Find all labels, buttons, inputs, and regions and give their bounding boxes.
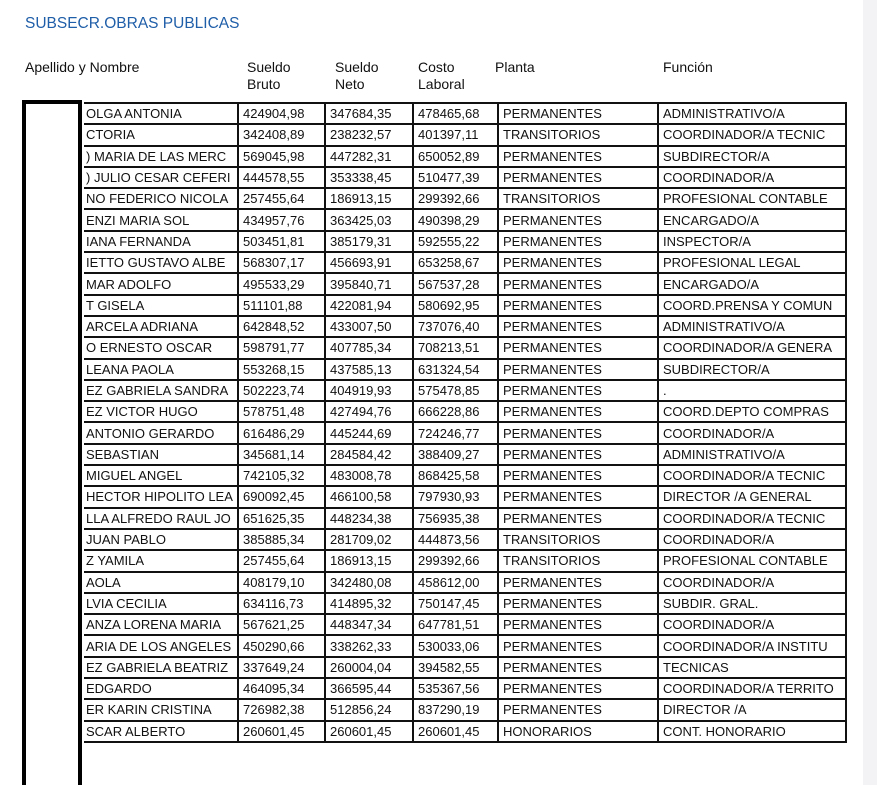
cell-funcion: TECNICAS: [658, 657, 846, 678]
cell-sueldo-neto: 466100,58: [325, 486, 413, 507]
header-funcion: Función: [663, 59, 713, 75]
cell-costo-laboral: 535367,56: [413, 678, 498, 699]
cell-funcion: ENCARGADO/A: [658, 209, 846, 230]
table-row: [84, 316, 846, 337]
cell-sueldo-bruto: 567621,25: [238, 614, 325, 635]
cell-costo-laboral: 394582,55: [413, 657, 498, 678]
cell-nombre: T GISELA: [84, 295, 238, 316]
cell-sueldo-neto: 414895,32: [325, 593, 413, 614]
cell-sueldo-bruto: 434957,76: [238, 209, 325, 230]
cell-costo-laboral: 797930,93: [413, 486, 498, 507]
cell-planta: TRANSITORIOS: [498, 124, 658, 145]
cell-nombre: Z YAMILA: [84, 550, 238, 571]
cell-funcion: COORDINADOR/A: [658, 529, 846, 550]
cell-sueldo-bruto: 690092,45: [238, 486, 325, 507]
cell-sueldo-bruto: 634116,73: [238, 593, 325, 614]
cell-funcion: COORDINADOR/A GENERA: [658, 337, 846, 358]
cell-sueldo-bruto: 616486,29: [238, 422, 325, 443]
cell-planta: PERMANENTES: [498, 465, 658, 486]
cell-nombre: IETTO GUSTAVO ALBE: [84, 252, 238, 273]
page-right-edge: [863, 0, 877, 785]
cell-funcion: COORD.DEPTO COMPRAS: [658, 401, 846, 422]
cell-nombre: MIGUEL ANGEL: [84, 465, 238, 486]
cell-planta: PERMANENTES: [498, 635, 658, 656]
cell-funcion: ADMINISTRATIVO/A: [658, 103, 846, 124]
cell-nombre: ER KARIN CRISTINA: [84, 699, 238, 720]
table-row: [84, 273, 846, 294]
cell-funcion: COORD.PRENSA Y COMUN: [658, 295, 846, 316]
cell-sueldo-neto: 433007,50: [325, 316, 413, 337]
cell-sueldo-neto: 260601,45: [325, 721, 413, 742]
table-row: [84, 231, 846, 252]
cell-planta: PERMANENTES: [498, 252, 658, 273]
cell-planta: TRANSITORIOS: [498, 529, 658, 550]
cell-sueldo-neto: 483008,78: [325, 465, 413, 486]
cell-sueldo-neto: 353338,45: [325, 167, 413, 188]
cell-sueldo-neto: 448347,34: [325, 614, 413, 635]
cell-nombre: CTORIA: [84, 124, 238, 145]
table-row: [84, 337, 846, 358]
table-row: [84, 529, 846, 550]
cell-funcion: INSPECTOR/A: [658, 231, 846, 252]
cell-funcion: CONT. HONORARIO: [658, 721, 846, 742]
cell-sueldo-neto: 456693,91: [325, 252, 413, 273]
cell-costo-laboral: 299392,66: [413, 188, 498, 209]
table-row: [84, 359, 846, 380]
cell-sueldo-neto: 437585,13: [325, 359, 413, 380]
table-row: [84, 146, 846, 167]
table-row: [84, 657, 846, 678]
cell-planta: PERMANENTES: [498, 444, 658, 465]
cell-sueldo-neto: 238232,57: [325, 124, 413, 145]
cell-sueldo-bruto: 651625,35: [238, 508, 325, 529]
table-row: [84, 486, 846, 507]
cell-costo-laboral: 299392,66: [413, 550, 498, 571]
cell-costo-laboral: 567537,28: [413, 273, 498, 294]
cell-sueldo-bruto: 742105,32: [238, 465, 325, 486]
cell-nombre: LLA ALFREDO RAUL JO: [84, 508, 238, 529]
cell-planta: PERMANENTES: [498, 593, 658, 614]
cell-costo-laboral: 708213,51: [413, 337, 498, 358]
table-row: [84, 401, 846, 422]
cell-sueldo-bruto: 553268,15: [238, 359, 325, 380]
cell-funcion: PROFESIONAL LEGAL: [658, 252, 846, 273]
cell-costo-laboral: 650052,89: [413, 146, 498, 167]
cell-sueldo-neto: 366595,44: [325, 678, 413, 699]
cell-planta: PERMANENTES: [498, 273, 658, 294]
cell-funcion: COORDINADOR/A: [658, 167, 846, 188]
cell-funcion: COORDINADOR/A INSTITU: [658, 635, 846, 656]
cell-nombre: O ERNESTO OSCAR: [84, 337, 238, 358]
cell-nombre: EZ GABRIELA BEATRIZ: [84, 657, 238, 678]
cell-sueldo-bruto: 569045,98: [238, 146, 325, 167]
cell-costo-laboral: 750147,45: [413, 593, 498, 614]
cell-sueldo-neto: 512856,24: [325, 699, 413, 720]
cell-funcion: COORDINADOR/A: [658, 614, 846, 635]
cell-sueldo-neto: 422081,94: [325, 295, 413, 316]
cell-nombre: ) JULIO CESAR CEFERI: [84, 167, 238, 188]
cell-nombre: EDGARDO: [84, 678, 238, 699]
cell-costo-laboral: 530033,06: [413, 635, 498, 656]
cell-sueldo-neto: 395840,71: [325, 273, 413, 294]
cell-sueldo-neto: 281709,02: [325, 529, 413, 550]
cell-costo-laboral: 592555,22: [413, 231, 498, 252]
table-row: [84, 572, 846, 593]
cell-nombre: LVIA CECILIA: [84, 593, 238, 614]
cell-planta: PERMANENTES: [498, 167, 658, 188]
cell-planta: PERMANENTES: [498, 231, 658, 252]
cell-sueldo-bruto: 345681,14: [238, 444, 325, 465]
cell-sueldo-neto: 407785,34: [325, 337, 413, 358]
cell-costo-laboral: 444873,56: [413, 529, 498, 550]
cell-costo-laboral: 260601,45: [413, 721, 498, 742]
cell-funcion: COORDINADOR/A: [658, 572, 846, 593]
cell-sueldo-bruto: 257455,64: [238, 188, 325, 209]
table-row: [84, 614, 846, 635]
cell-sueldo-bruto: 385885,34: [238, 529, 325, 550]
table-row: [84, 252, 846, 273]
cell-funcion: ENCARGADO/A: [658, 273, 846, 294]
cell-sueldo-neto: 260004,04: [325, 657, 413, 678]
cell-sueldo-neto: 342480,08: [325, 572, 413, 593]
table-row: [84, 550, 846, 571]
cell-planta: TRANSITORIOS: [498, 550, 658, 571]
cell-costo-laboral: 837290,19: [413, 699, 498, 720]
cell-planta: TRANSITORIOS: [498, 188, 658, 209]
cell-costo-laboral: 724246,77: [413, 422, 498, 443]
cell-planta: PERMANENTES: [498, 508, 658, 529]
table-row: [84, 635, 846, 656]
cell-costo-laboral: 458612,00: [413, 572, 498, 593]
cell-costo-laboral: 575478,85: [413, 380, 498, 401]
cell-sueldo-bruto: 408179,10: [238, 572, 325, 593]
cell-nombre: EZ VICTOR HUGO: [84, 401, 238, 422]
cell-funcion: SUBDIRECTOR/A: [658, 359, 846, 380]
cell-planta: PERMANENTES: [498, 359, 658, 380]
cell-costo-laboral: 510477,39: [413, 167, 498, 188]
cell-costo-laboral: 756935,38: [413, 508, 498, 529]
cell-planta: PERMANENTES: [498, 295, 658, 316]
cell-nombre: MAR ADOLFO: [84, 273, 238, 294]
cell-nombre: IANA FERNANDA: [84, 231, 238, 252]
table-row: [84, 209, 846, 230]
cell-sueldo-neto: 427494,76: [325, 401, 413, 422]
cell-sueldo-bruto: 578751,48: [238, 401, 325, 422]
cell-sueldo-bruto: 502223,74: [238, 380, 325, 401]
cell-sueldo-neto: 186913,15: [325, 550, 413, 571]
table-row: [84, 721, 846, 742]
header-sueldo-neto: Sueldo Neto: [335, 59, 379, 92]
cell-planta: PERMANENTES: [498, 678, 658, 699]
header-costo-laboral: Costo Laboral: [418, 59, 465, 92]
cell-planta: PERMANENTES: [498, 657, 658, 678]
cell-funcion: DIRECTOR /A: [658, 699, 846, 720]
table-row: [84, 508, 846, 529]
cell-planta: PERMANENTES: [498, 699, 658, 720]
table-row: [84, 444, 846, 465]
cell-funcion: ADMINISTRATIVO/A: [658, 316, 846, 337]
cell-sueldo-bruto: 450290,66: [238, 635, 325, 656]
cell-nombre: LEANA PAOLA: [84, 359, 238, 380]
cell-planta: HONORARIOS: [498, 721, 658, 742]
cell-costo-laboral: 666228,86: [413, 401, 498, 422]
cell-sueldo-neto: 186913,15: [325, 188, 413, 209]
cell-funcion: COORDINADOR/A: [658, 422, 846, 443]
table-row: [84, 422, 846, 443]
cell-sueldo-bruto: 260601,45: [238, 721, 325, 742]
cell-planta: PERMANENTES: [498, 486, 658, 507]
cell-planta: PERMANENTES: [498, 401, 658, 422]
cell-funcion: ADMINISTRATIVO/A: [658, 444, 846, 465]
salary-table: [84, 102, 847, 743]
section-title: SUBSECR.OBRAS PUBLICAS: [25, 15, 240, 32]
table-row: [84, 465, 846, 486]
cell-nombre: AOLA: [84, 572, 238, 593]
table-row: [84, 188, 846, 209]
cell-sueldo-bruto: 495533,29: [238, 273, 325, 294]
cell-sueldo-bruto: 464095,34: [238, 678, 325, 699]
cell-costo-laboral: 478465,68: [413, 103, 498, 124]
cell-nombre: HECTOR HIPOLITO LEA: [84, 486, 238, 507]
cell-sueldo-bruto: 337649,24: [238, 657, 325, 678]
cell-funcion: .: [658, 380, 846, 401]
cell-nombre: EZ GABRIELA SANDRA: [84, 380, 238, 401]
cell-funcion: PROFESIONAL CONTABLE: [658, 188, 846, 209]
cell-nombre: NO FEDERICO NICOLA: [84, 188, 238, 209]
table-row: [84, 124, 846, 145]
cell-nombre: ENZI MARIA SOL: [84, 209, 238, 230]
cell-sueldo-neto: 363425,03: [325, 209, 413, 230]
table-row: [84, 167, 846, 188]
cell-funcion: PROFESIONAL CONTABLE: [658, 550, 846, 571]
cell-planta: PERMANENTES: [498, 380, 658, 401]
cell-planta: PERMANENTES: [498, 422, 658, 443]
cell-sueldo-neto: 448234,38: [325, 508, 413, 529]
cell-sueldo-bruto: 642848,52: [238, 316, 325, 337]
cell-nombre: ANZA LORENA MARIA: [84, 614, 238, 635]
cell-planta: PERMANENTES: [498, 572, 658, 593]
cell-sueldo-bruto: 342408,89: [238, 124, 325, 145]
cell-sueldo-neto: 385179,31: [325, 231, 413, 252]
cell-nombre: OLGA ANTONIA: [84, 103, 238, 124]
cell-sueldo-neto: 404919,93: [325, 380, 413, 401]
cell-costo-laboral: 490398,29: [413, 209, 498, 230]
table-row: [84, 593, 846, 614]
cell-funcion: COORDINADOR/A TECNIC: [658, 124, 846, 145]
cell-sueldo-bruto: 257455,64: [238, 550, 325, 571]
cell-sueldo-bruto: 444578,55: [238, 167, 325, 188]
cell-sueldo-neto: 347684,35: [325, 103, 413, 124]
cell-sueldo-neto: 447282,31: [325, 146, 413, 167]
cell-planta: PERMANENTES: [498, 209, 658, 230]
cell-costo-laboral: 580692,95: [413, 295, 498, 316]
header-nombre: Apellido y Nombre: [25, 59, 140, 75]
table-row: [84, 380, 846, 401]
cell-costo-laboral: 631324,54: [413, 359, 498, 380]
cell-nombre: ARIA DE LOS ANGELES: [84, 635, 238, 656]
cell-planta: PERMANENTES: [498, 337, 658, 358]
cell-planta: PERMANENTES: [498, 316, 658, 337]
cell-funcion: DIRECTOR /A GENERAL: [658, 486, 846, 507]
header-planta: Planta: [495, 59, 535, 75]
cell-nombre: ANTONIO GERARDO: [84, 422, 238, 443]
cell-planta: PERMANENTES: [498, 103, 658, 124]
cell-funcion: COORDINADOR/A TECNIC: [658, 508, 846, 529]
cell-sueldo-neto: 284584,42: [325, 444, 413, 465]
cell-nombre: ARCELA ADRIANA: [84, 316, 238, 337]
table-row: [84, 103, 846, 124]
cell-funcion: SUBDIRECTOR/A: [658, 146, 846, 167]
cell-costo-laboral: 647781,51: [413, 614, 498, 635]
redacted-column: [22, 100, 82, 785]
cell-sueldo-neto: 338262,33: [325, 635, 413, 656]
salary-table-body: [84, 103, 846, 742]
table-row: [84, 699, 846, 720]
cell-sueldo-bruto: 511101,88: [238, 295, 325, 316]
cell-sueldo-bruto: 598791,77: [238, 337, 325, 358]
cell-costo-laboral: 401397,11: [413, 124, 498, 145]
table-row: [84, 295, 846, 316]
cell-costo-laboral: 653258,67: [413, 252, 498, 273]
cell-sueldo-bruto: 568307,17: [238, 252, 325, 273]
header-sueldo-bruto: Sueldo Bruto: [247, 59, 291, 92]
cell-planta: PERMANENTES: [498, 146, 658, 167]
cell-nombre: SCAR ALBERTO: [84, 721, 238, 742]
cell-nombre: SEBASTIAN: [84, 444, 238, 465]
cell-costo-laboral: 868425,58: [413, 465, 498, 486]
table-row: [84, 678, 846, 699]
cell-funcion: COORDINADOR/A TERRITO: [658, 678, 846, 699]
cell-sueldo-neto: 445244,69: [325, 422, 413, 443]
cell-funcion: SUBDIR. GRAL.: [658, 593, 846, 614]
cell-costo-laboral: 737076,40: [413, 316, 498, 337]
cell-nombre: ) MARIA DE LAS MERC: [84, 146, 238, 167]
cell-sueldo-bruto: 726982,38: [238, 699, 325, 720]
cell-sueldo-bruto: 503451,81: [238, 231, 325, 252]
cell-sueldo-bruto: 424904,98: [238, 103, 325, 124]
cell-costo-laboral: 388409,27: [413, 444, 498, 465]
cell-planta: PERMANENTES: [498, 614, 658, 635]
cell-funcion: COORDINADOR/A TECNIC: [658, 465, 846, 486]
cell-nombre: JUAN PABLO: [84, 529, 238, 550]
